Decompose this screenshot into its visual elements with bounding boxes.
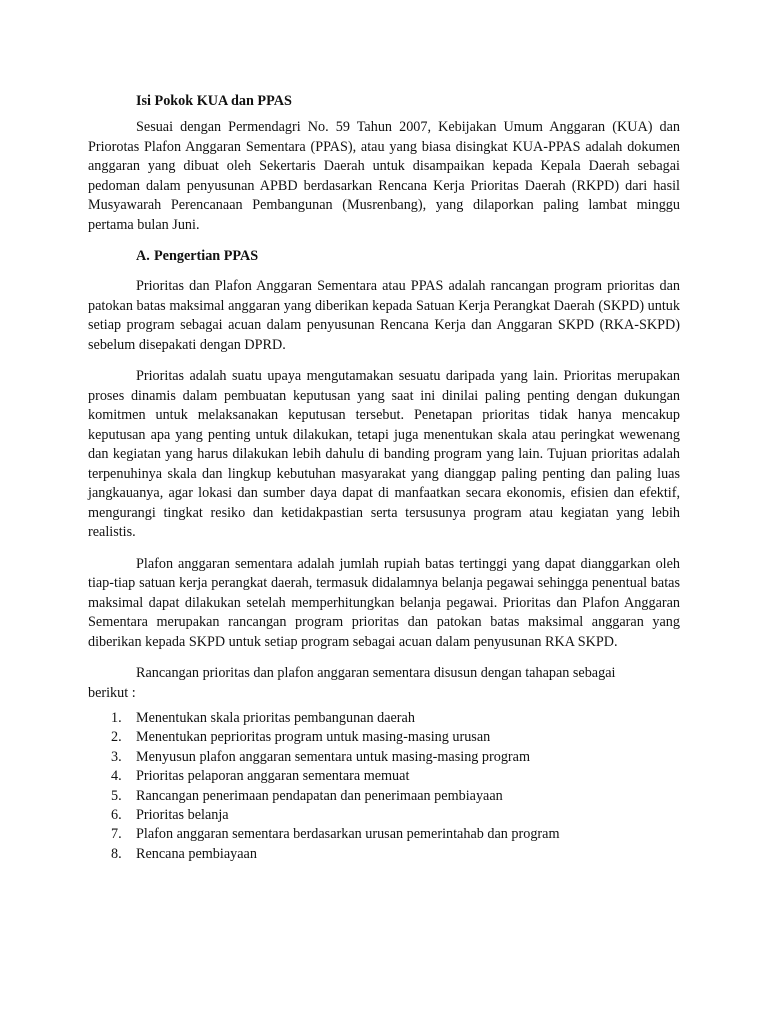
list-text: Plafon anggaran sementara berdasarkan urusan pemerintahab dan program: [136, 826, 560, 843]
list-number: 5.: [111, 787, 122, 804]
list-number: 3.: [111, 748, 122, 765]
list-item: [88, 825, 680, 844]
list-text: Rencana pembiayaan: [136, 845, 257, 862]
intro-paragraph: Sesuai dengan Permendagri No. 59 Tahun 2007, Kebijakan Umum Anggaran (KUA) dan Priorotas Plafon Anggaran Sementara (PPAS), atau yang biasa disingkat KUA-PPAS adalah dokumen anggaran yang dibuat oleh Sekertaris Daerah untuk disampaikan kepada Kepala Daerah sebagai pedoman dalam penyusunan APBD berdasarkan Rencana Kerja Prioritas Daerah (RKPD) dari hasil Musyawarah Perencanaan Pembangunan (Musrenbang), yang dilaporkan paling lambat minggu pertama bulan Juni.: [88, 119, 680, 233]
list-intro-line1: Rancangan prioritas dan plafon anggaran sementara disusun dengan tahapan sebagai: [136, 665, 616, 681]
section-marker: A.: [136, 248, 150, 264]
list-intro: [88, 664, 680, 703]
paragraph-ppas-definition: Prioritas dan Plafon Anggaran Sementara atau PPAS adalah rancangan program prioritas dan patokan batas maksimal anggaran yang diberikan kepada Satuan Kerja Perangkat Daerah (SKPD) untuk setiap program sebagai acuan dalam penyusunan Rencana Kerja dan Anggaran SKPD (RKA-SKPD) sebelum disepakati dengan DPRD.: [88, 278, 680, 353]
list-number: 2.: [111, 729, 122, 746]
paragraph-plafon: Plafon anggaran sementara adalah jumlah rupiah batas tertinggi yang dapat dianggarkan oleh tiap-tiap satuan kerja perangkat daerah, termasuk didalamnya belanja pegawai sehingga penentual batas maksimal dapat dilakukan setelah memperhitungkan belanja pegawai. Prioritas dan Plafon Anggaran Sementara merupakan rancangan program prioritas dan patokan batas maksimal anggaran yang diberikan kepada SKPD untuk setiap program sebagai acuan dalam penyusunan RKA SKPD.: [88, 555, 680, 650]
list-number: 7.: [111, 826, 122, 843]
steps-list: [88, 709, 680, 864]
list-item: [88, 709, 680, 728]
list-text: Rancangan penerimaan pendapatan dan penerimaan pembiayaan: [136, 787, 503, 804]
list-text: Prioritas belanja: [136, 807, 229, 824]
document-body: [88, 92, 680, 864]
document-title: Isi Pokok KUA dan PPAS: [136, 93, 292, 109]
list-text: Menyusun plafon anggaran sementara untuk masing-masing program: [136, 748, 530, 765]
list-item: [88, 806, 680, 825]
section-heading: [136, 247, 680, 266]
list-number: 1.: [111, 710, 122, 726]
section-heading-text: Pengertian PPAS: [154, 248, 259, 264]
list-number: 4.: [111, 768, 122, 785]
list-item: [88, 787, 680, 806]
list-number: 8.: [111, 845, 122, 862]
list-text: Menentukan peprioritas program untuk masing-masing urusan: [136, 729, 491, 746]
list-item: [88, 767, 680, 786]
list-item: [88, 728, 680, 747]
list-item: [88, 845, 680, 864]
list-item: [88, 748, 680, 767]
list-intro-line2: berikut :: [88, 684, 136, 701]
list-text: Menentukan skala prioritas pembangunan daerah: [136, 710, 415, 726]
list-text: Prioritas pelaporan anggaran sementara memuat: [136, 768, 410, 785]
paragraph-prioritas: Prioritas adalah suatu upaya mengutamakan sesuatu daripada yang lain. Prioritas merupakan proses dinamis dalam pembuatan keputusan yang saat ini dinilai paling penting dengan dukungan komitmen untuk melaksanakan keputusan tersebut. Penetapan prioritas tidak hanya mencakup keputusan apa yang penting untuk dilakukan, tetapi juga menentukan skala atau peringkat wewenang dan kegiatan yang harus dilakukan lebih dahulu di banding program yang lain. Tujuan prioritas adalah terpenuhinya skala dan lingkup kebutuhan masyarakat yang dianggap paling penting dan paling luas jangkauanya, agar lokasi dan sumber daya dapat di manfaatkan secara ekonomis, efisien dan efektif, mengurangi tingkat resiko dan ketidakpastian serta tersusunya program atau kegiatan yang lebih realistis.: [88, 368, 680, 540]
list-number: 6.: [111, 807, 122, 824]
